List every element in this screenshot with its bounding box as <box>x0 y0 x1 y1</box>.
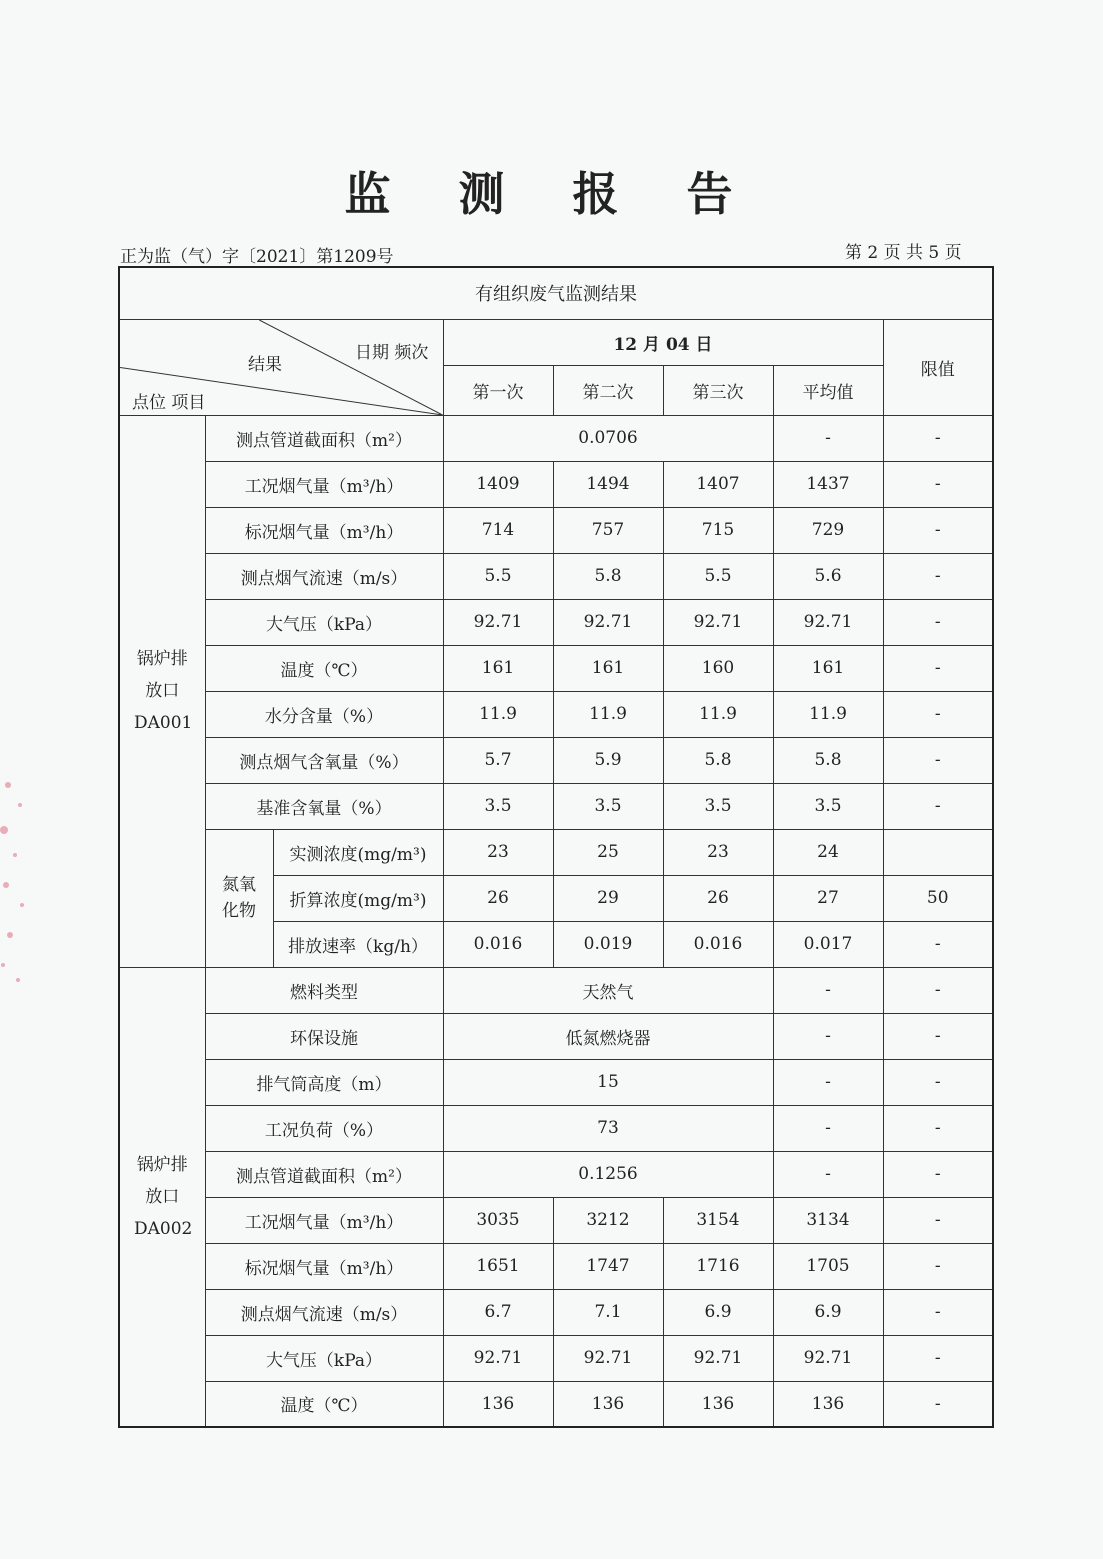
item-label: 温度（℃） <box>205 645 443 691</box>
value-limit: - <box>883 1013 993 1059</box>
diagonal-header-cell <box>119 319 443 415</box>
table-row <box>119 1059 993 1105</box>
value-first: 23 <box>443 829 553 875</box>
value-first: 92.71 <box>443 599 553 645</box>
header-date: 12 月 04 日 <box>443 319 883 365</box>
merged-value: 15 <box>443 1059 773 1105</box>
value-third: 3154 <box>663 1197 773 1243</box>
value-first: 714 <box>443 507 553 553</box>
value-second: 5.8 <box>553 553 663 599</box>
item-label: 测点烟气流速（m/s） <box>205 553 443 599</box>
value-average: 5.8 <box>773 737 883 783</box>
value-first: 26 <box>443 875 553 921</box>
value-second: 5.9 <box>553 737 663 783</box>
monitoring-results-table <box>118 266 992 1418</box>
value-third: 5.5 <box>663 553 773 599</box>
table-row <box>119 1381 993 1427</box>
header-second: 第二次 <box>553 365 663 415</box>
value-limit: - <box>883 1243 993 1289</box>
item-label: 测点管道截面积（m²） <box>205 1151 443 1197</box>
header-point-item-label: 点位 项目 <box>132 392 206 413</box>
merged-value: 天然气 <box>443 967 773 1013</box>
value-limit: - <box>883 645 993 691</box>
value-first: 92.71 <box>443 1335 553 1381</box>
value-limit: - <box>883 599 993 645</box>
site-name-da002: 锅炉排放口DA002 <box>119 967 205 1427</box>
value-limit: - <box>883 1289 993 1335</box>
value-limit: - <box>883 1197 993 1243</box>
item-label: 温度（℃） <box>205 1381 443 1427</box>
red-stamp-fragment <box>0 775 40 995</box>
item-label: 工况负荷（%） <box>205 1105 443 1151</box>
item-label: 折算浓度(mg/m³) <box>273 875 443 921</box>
value-third: 23 <box>663 829 773 875</box>
value-second: 1494 <box>553 461 663 507</box>
value-limit: - <box>883 507 993 553</box>
merged-value: 0.1256 <box>443 1151 773 1197</box>
item-label: 工况烟气量（m³/h） <box>205 1197 443 1243</box>
item-label: 标况烟气量（m³/h） <box>205 507 443 553</box>
value-average: 1437 <box>773 461 883 507</box>
value-average: 92.71 <box>773 1335 883 1381</box>
value-second: 92.71 <box>553 1335 663 1381</box>
table-row <box>119 507 993 553</box>
value-third: 92.71 <box>663 1335 773 1381</box>
table-row <box>119 783 993 829</box>
table-row <box>119 461 993 507</box>
item-label: 燃料类型 <box>205 967 443 1013</box>
value-first: 3035 <box>443 1197 553 1243</box>
value-third: 6.9 <box>663 1289 773 1335</box>
value-limit: - <box>883 1335 993 1381</box>
table-row <box>119 1151 993 1197</box>
value-average: - <box>773 1013 883 1059</box>
item-label: 实测浓度(mg/m³) <box>273 829 443 875</box>
nox-group-label: 氮氧化物 <box>205 829 273 967</box>
item-label: 排放速率（kg/h） <box>273 921 443 967</box>
table-row <box>119 691 993 737</box>
value-second: 11.9 <box>553 691 663 737</box>
value-limit <box>883 829 993 875</box>
value-third: 3.5 <box>663 783 773 829</box>
value-average: - <box>773 415 883 461</box>
document-number: 正为监（气）字〔2021〕第1209号 <box>120 247 394 267</box>
merged-value: 73 <box>443 1105 773 1151</box>
item-label: 测点烟气流速（m/s） <box>205 1289 443 1335</box>
value-second: 92.71 <box>553 599 663 645</box>
value-average: 5.6 <box>773 553 883 599</box>
table-row <box>119 1289 993 1335</box>
value-second: 3212 <box>553 1197 663 1243</box>
value-limit: - <box>883 553 993 599</box>
value-limit: - <box>883 1381 993 1427</box>
value-limit: - <box>883 921 993 967</box>
value-third: 1407 <box>663 461 773 507</box>
value-first: 11.9 <box>443 691 553 737</box>
value-average: - <box>773 967 883 1013</box>
value-limit: - <box>883 783 993 829</box>
value-second: 3.5 <box>553 783 663 829</box>
value-second: 7.1 <box>553 1289 663 1335</box>
value-second: 161 <box>553 645 663 691</box>
value-third: 715 <box>663 507 773 553</box>
value-average: 3134 <box>773 1197 883 1243</box>
value-average: 3.5 <box>773 783 883 829</box>
table-row <box>119 1105 993 1151</box>
table-row <box>119 599 993 645</box>
merged-value: 低氮燃烧器 <box>443 1013 773 1059</box>
value-first: 3.5 <box>443 783 553 829</box>
report-title: 监 测 报 告 <box>344 167 759 221</box>
item-label: 标况烟气量（m³/h） <box>205 1243 443 1289</box>
value-average: 24 <box>773 829 883 875</box>
table-caption: 有组织废气监测结果 <box>119 267 993 319</box>
value-first: 6.7 <box>443 1289 553 1335</box>
value-average: - <box>773 1105 883 1151</box>
header-third: 第三次 <box>663 365 773 415</box>
header-limit: 限值 <box>883 319 993 415</box>
value-average: 6.9 <box>773 1289 883 1335</box>
table-row <box>119 553 993 599</box>
item-label: 环保设施 <box>205 1013 443 1059</box>
value-third: 26 <box>663 875 773 921</box>
value-limit: - <box>883 691 993 737</box>
value-first: 136 <box>443 1381 553 1427</box>
header-result-label: 结果 <box>248 354 282 375</box>
value-limit: - <box>883 967 993 1013</box>
table-row <box>119 415 993 461</box>
value-third: 92.71 <box>663 599 773 645</box>
value-average: 729 <box>773 507 883 553</box>
value-limit: - <box>883 1151 993 1197</box>
item-label: 水分含量（%） <box>205 691 443 737</box>
table-row <box>119 967 993 1013</box>
value-average: 136 <box>773 1381 883 1427</box>
site-name-da001: 锅炉排放口DA001 <box>119 415 205 967</box>
value-second: 757 <box>553 507 663 553</box>
item-label: 大气压（kPa） <box>205 1335 443 1381</box>
value-average: 27 <box>773 875 883 921</box>
item-label: 基准含氧量（%） <box>205 783 443 829</box>
value-average: 92.71 <box>773 599 883 645</box>
header-average: 平均值 <box>773 365 883 415</box>
value-third: 11.9 <box>663 691 773 737</box>
value-limit: - <box>883 415 993 461</box>
table-row <box>119 1243 993 1289</box>
value-first: 161 <box>443 645 553 691</box>
header-date-frequency-label: 日期 频次 <box>355 342 429 363</box>
item-label: 测点烟气含氧量（%） <box>205 737 443 783</box>
item-label: 工况烟气量（m³/h） <box>205 461 443 507</box>
table-row <box>119 1335 993 1381</box>
table-row <box>119 645 993 691</box>
value-second: 0.019 <box>553 921 663 967</box>
item-label: 排气筒高度（m） <box>205 1059 443 1105</box>
value-third: 136 <box>663 1381 773 1427</box>
value-first: 5.7 <box>443 737 553 783</box>
value-average: 11.9 <box>773 691 883 737</box>
value-limit: - <box>883 1059 993 1105</box>
value-first: 0.016 <box>443 921 553 967</box>
value-third: 0.016 <box>663 921 773 967</box>
value-average: 1705 <box>773 1243 883 1289</box>
value-first: 1409 <box>443 461 553 507</box>
value-first: 5.5 <box>443 553 553 599</box>
value-third: 160 <box>663 645 773 691</box>
header-first: 第一次 <box>443 365 553 415</box>
value-third: 5.8 <box>663 737 773 783</box>
item-label: 大气压（kPa） <box>205 599 443 645</box>
value-average: - <box>773 1151 883 1197</box>
merged-value: 0.0706 <box>443 415 773 461</box>
value-second: 25 <box>553 829 663 875</box>
value-second: 1747 <box>553 1243 663 1289</box>
table-row <box>119 829 993 875</box>
value-second: 136 <box>553 1381 663 1427</box>
item-label: 测点管道截面积（m²） <box>205 415 443 461</box>
value-average: - <box>773 1059 883 1105</box>
table-row <box>119 737 993 783</box>
value-limit: - <box>883 461 993 507</box>
value-first: 1651 <box>443 1243 553 1289</box>
value-second: 29 <box>553 875 663 921</box>
value-limit: - <box>883 1105 993 1151</box>
value-average: 161 <box>773 645 883 691</box>
table-row <box>119 1197 993 1243</box>
page-info: 第 2 页 共 5 页 <box>845 243 962 263</box>
value-third: 1716 <box>663 1243 773 1289</box>
value-limit: - <box>883 737 993 783</box>
table-row <box>119 1013 993 1059</box>
value-average: 0.017 <box>773 921 883 967</box>
value-limit: 50 <box>883 875 993 921</box>
